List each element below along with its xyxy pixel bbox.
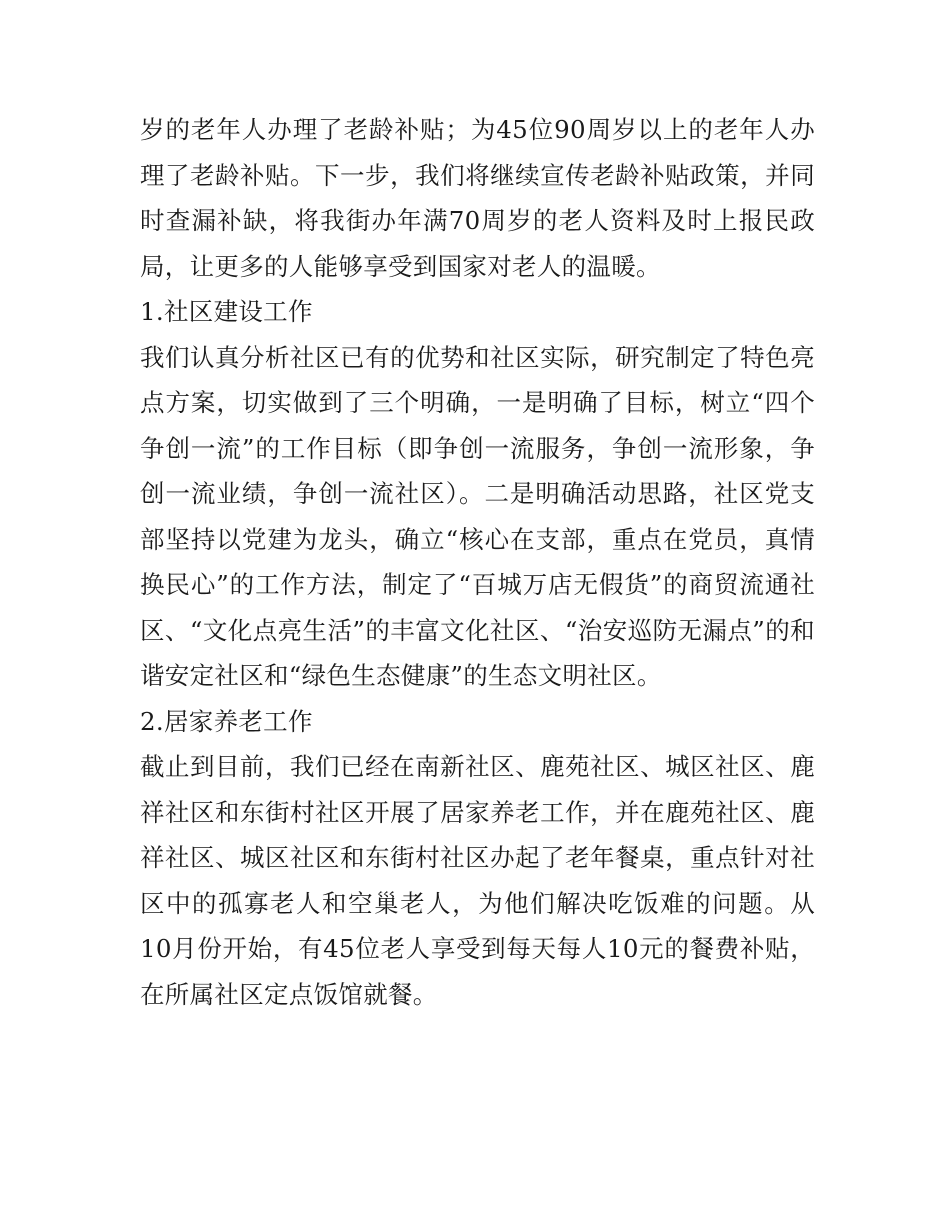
document-body — [140, 107, 815, 1017]
section-heading-community-building: 1.社区建设工作 — [140, 297, 313, 326]
section-heading-home-care: 2.居家养老工作 — [140, 706, 313, 736]
paragraph-home-care: 截止到目前，我们已经在南新社区、鹿苑社区、城区社区、鹿祥社区和东街村社区开展了居家养老工作，并在鹿苑社区、鹿祥社区、城区社区和东街村社区办起了老年餐桌，重点针对社区中的孤寡老人和空巢老人，为他们解决吃饭难的问题。从10月份开始，有45位老人享受到每天每人10元的餐费补贴，在所属社区定点饭馆就餐。 — [140, 752, 815, 1009]
paragraph-elderly-subsidy: 岁的老年人办理了老龄补贴；为45位90周岁以上的老年人办理了老龄补贴。下一步，我们将继续宣传老龄补贴政策，并同时查漏补缺，将我街办年满70周岁的老人资料及时上报民政局，让更多的人能够享受到国家对老人的温暖。 — [140, 115, 815, 281]
paragraph-community-building: 我们认真分析社区已有的优势和社区实际，研究制定了特色亮点方案，切实做到了三个明确，一是明确了目标，树立“四个争创一流”的工作目标（即争创一流服务，争创一流形象，争创一流业绩，争创一流社区）。二是明确活动思路，社区党支部坚持以党建为龙头，确立“核心在支部，重点在党员，真情换民心”的工作方法，制定了“百城万店无假货”的商贸流通社区、“文化点亮生活”的丰富文化社区、“治安巡防无漏点”的和谐安定社区和“绿色生态健康”的生态文明社区。 — [140, 342, 815, 690]
